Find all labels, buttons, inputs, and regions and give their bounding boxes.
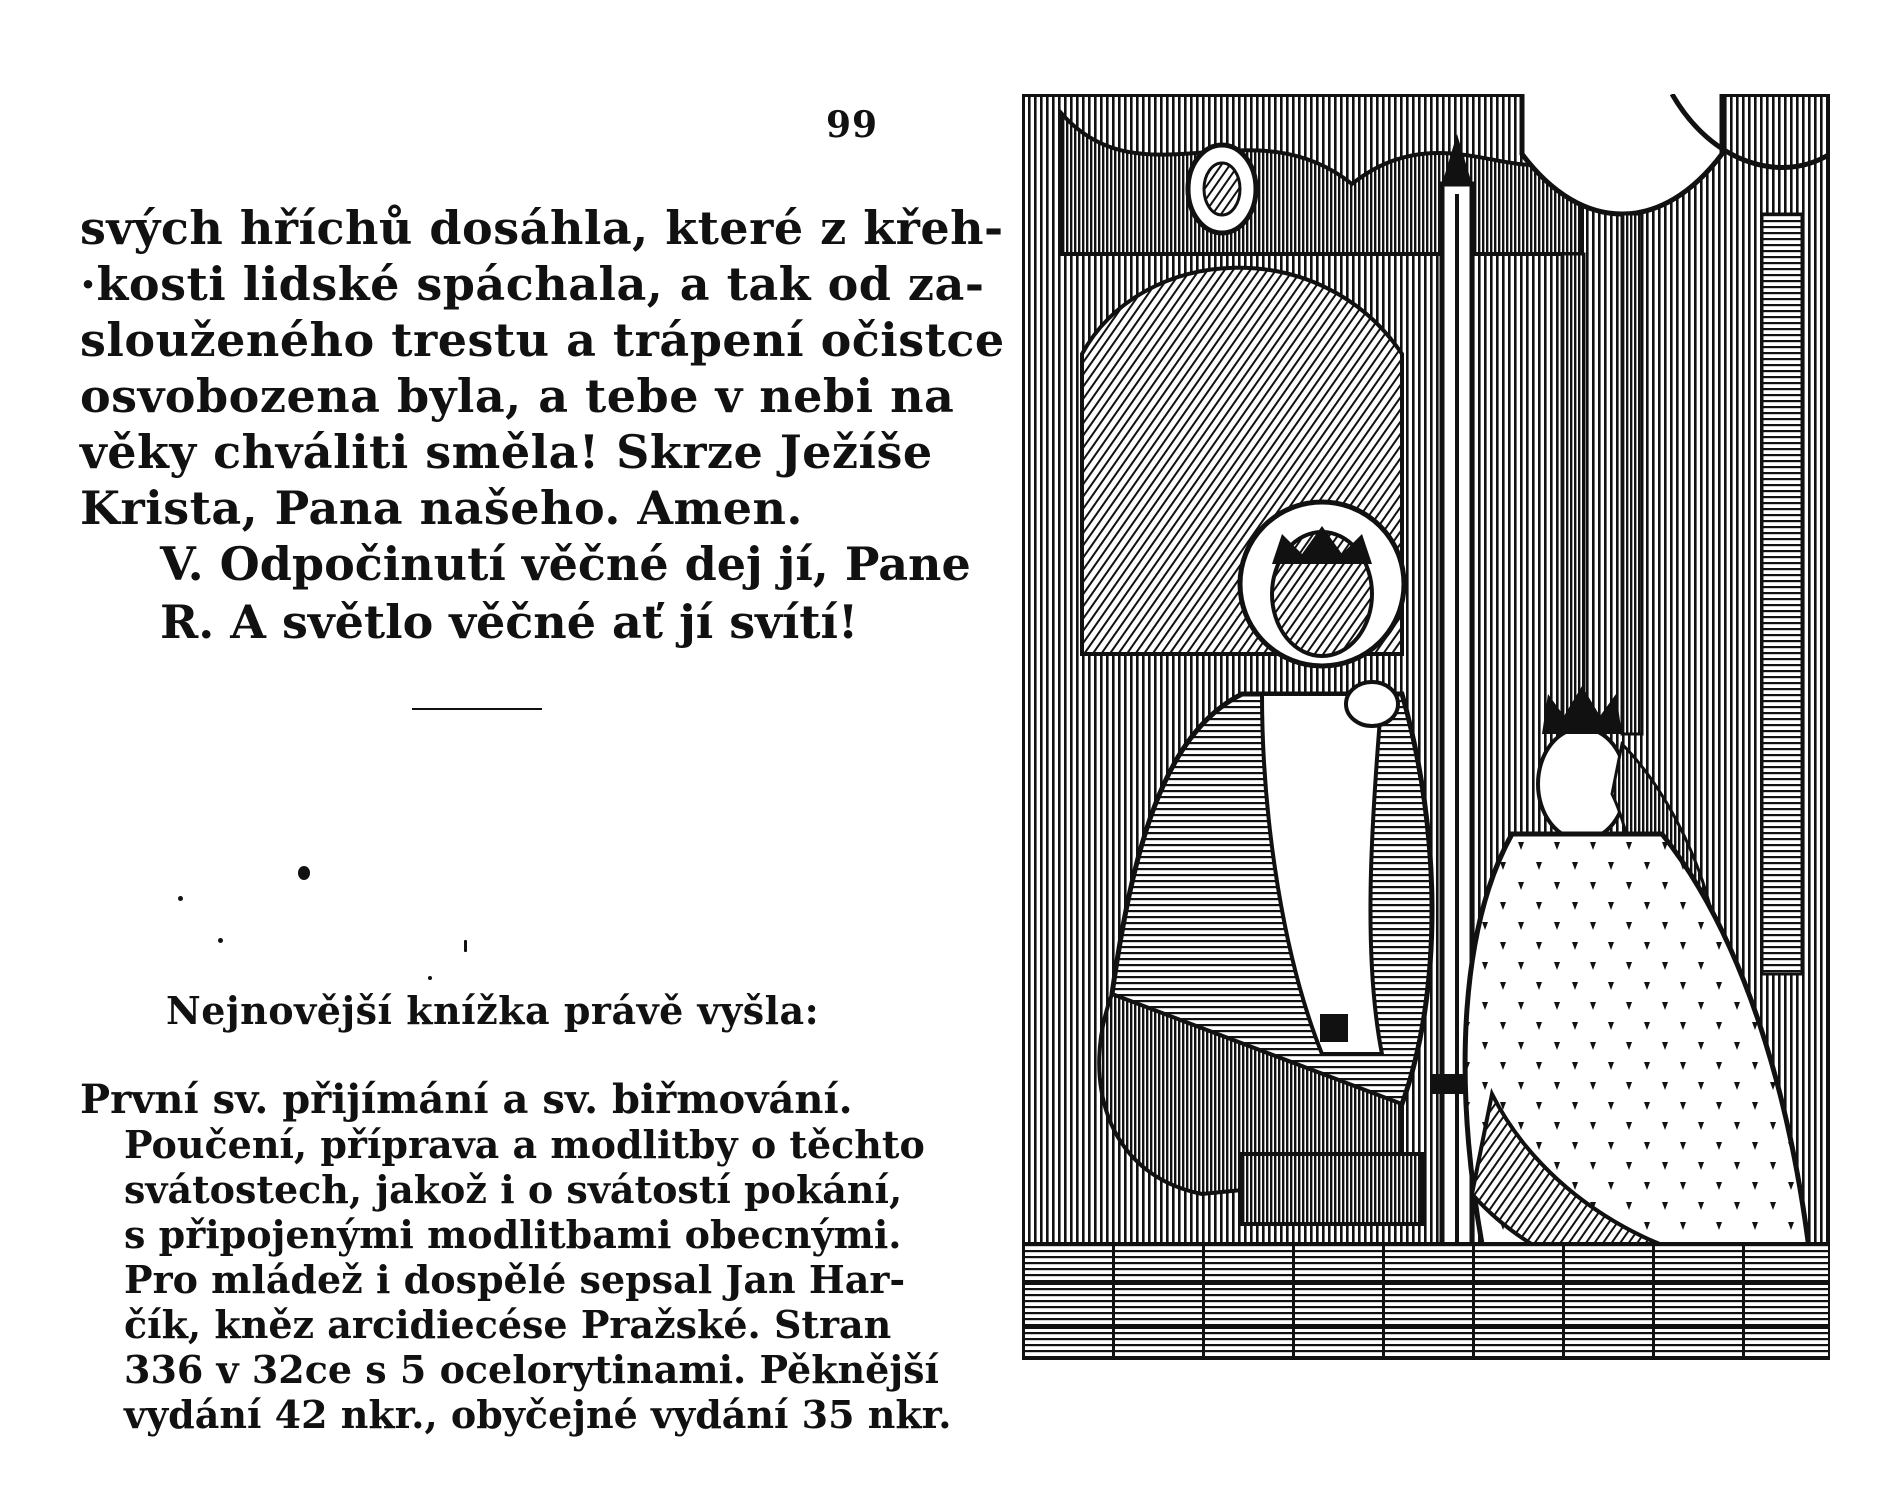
advert-heading: Nejnovější knížka právě vyšla: (166, 988, 820, 1033)
kneeler-step (1242, 1154, 1422, 1224)
ink-speck (178, 896, 183, 901)
prayer-line: osvobozena byla, a tebe v nebi na (80, 369, 955, 423)
prayer-line: slouženého trestu a trápení očistce (80, 313, 1005, 367)
advert-line: Pro mládež i dospělé sepsal Jan Har- (124, 1257, 906, 1302)
ink-speck (428, 976, 432, 980)
ink-speck (298, 866, 310, 880)
advert-line: Poučení, příprava a modlitby o těchto (124, 1122, 925, 1167)
background-pillar (1762, 214, 1802, 974)
engraving-svg (1022, 94, 1830, 1360)
section-divider (412, 708, 542, 710)
prayer-line: Krista, Pana našeho. Amen. (80, 481, 803, 535)
advert-line: čík, kněz arcidiecése Pražské. Stran (124, 1302, 892, 1347)
response: R. A světlo věčné ať jí svítí! (160, 595, 859, 649)
prayer-line: svých hříchů dosáhla, které z křeh- (80, 201, 1004, 255)
advert-line: vydání 42 nkr., obyčejné vydání 35 nkr. (124, 1392, 952, 1437)
advert-line: s připojenými modlitbami obecnými. (124, 1212, 902, 1257)
saint-hand (1346, 682, 1398, 726)
advert-line: svátostech, jakož i o svátostí pokání, (124, 1167, 903, 1212)
prayer-line: ·kosti lidské spáchala, a tak od za- (80, 257, 985, 311)
ink-speck (218, 938, 223, 943)
advert-title: První sv. přijímání a sv. biřmování. (80, 1076, 853, 1123)
engraving-illustration (1022, 94, 1830, 1360)
advert-line: 336 v 32ce s 5 ocelorytinami. Pěknější (124, 1347, 939, 1392)
stole-cross (1320, 1014, 1348, 1042)
versicle: V. Odpočinutí věčné dej jí, Pane (160, 537, 971, 591)
background-column (1622, 214, 1642, 734)
advert-body (124, 1122, 952, 1437)
page-number: 99 (826, 104, 879, 146)
medallion-center (1204, 163, 1240, 215)
prayer-line: věky chváliti směla! Skrze Ježíše (80, 425, 933, 479)
prayer-text (80, 200, 1005, 536)
tiled-floor (1022, 1244, 1830, 1360)
ink-speck (464, 940, 467, 952)
